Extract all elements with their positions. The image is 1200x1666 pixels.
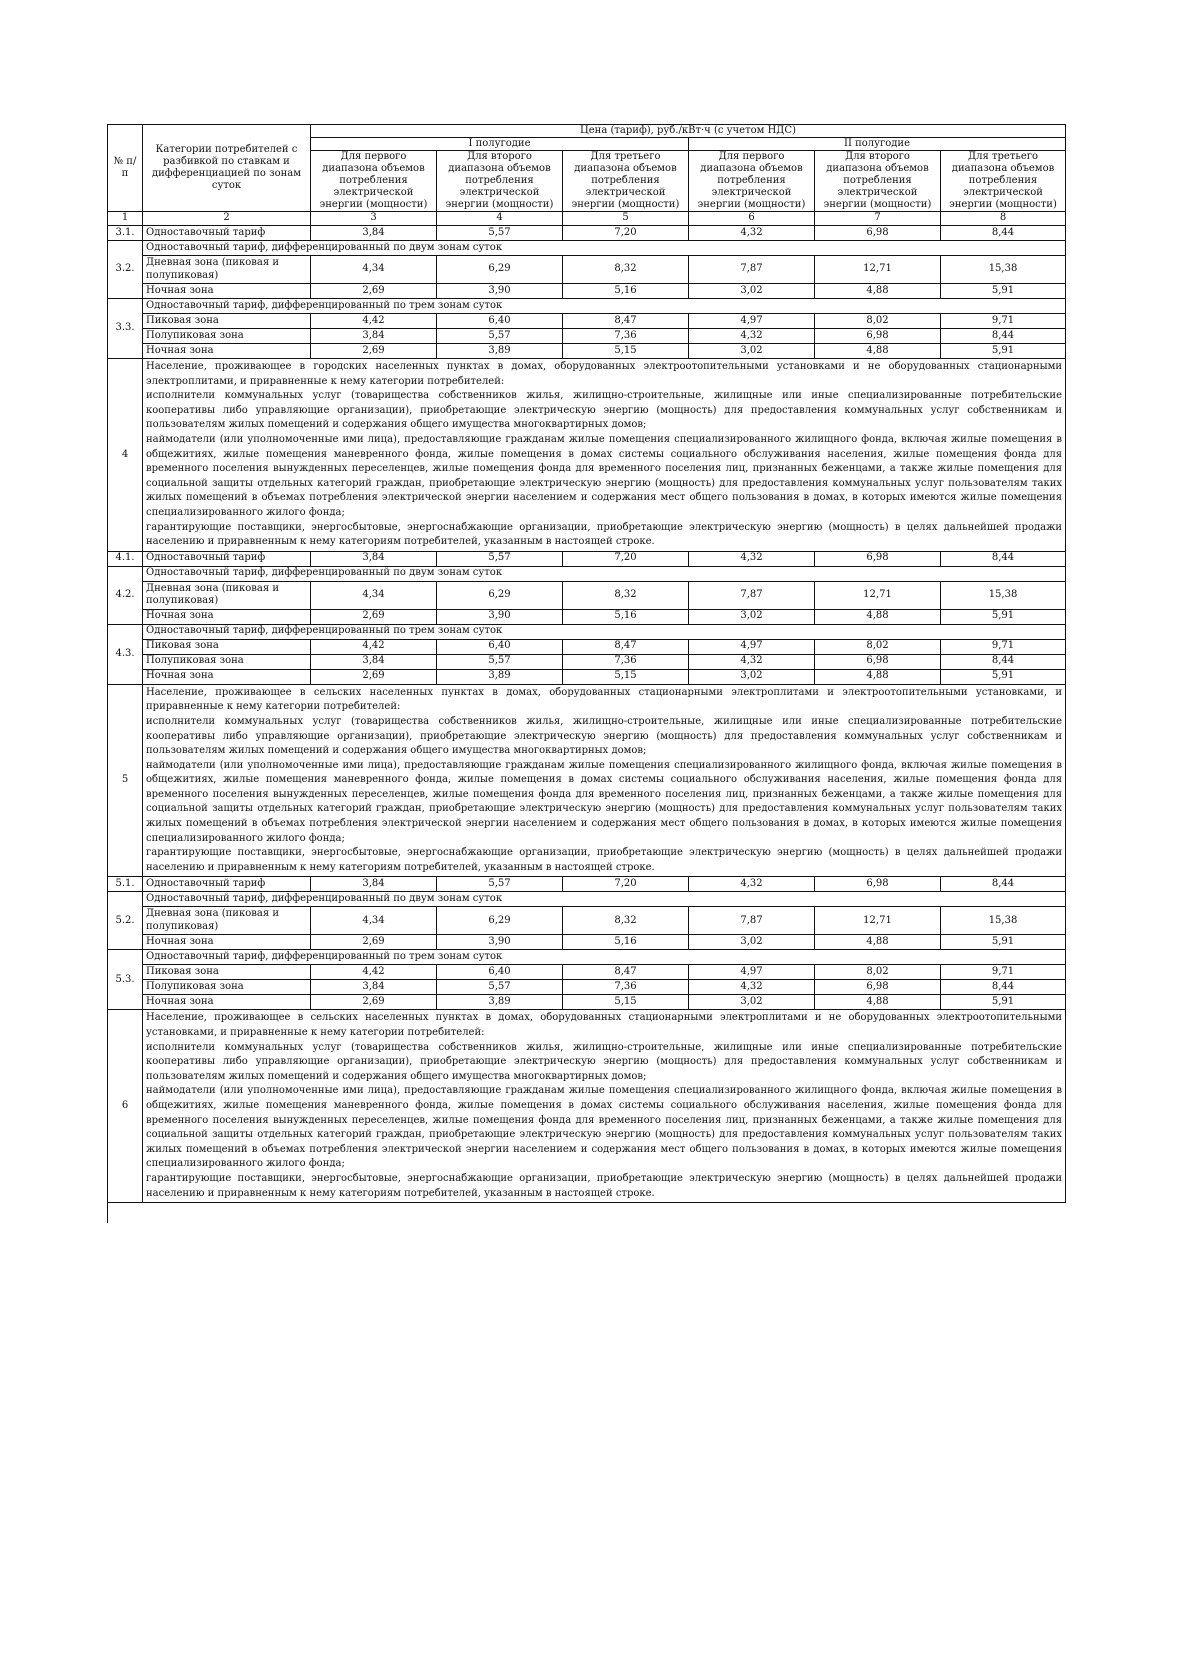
- price-cell: 4,88: [815, 284, 941, 299]
- description-paragraph: исполнители коммунальных услуг (товарищества собственников жилья, жилищно-строительные, жилищные или иные специализированные потребительские кооперативы либо управляющие организации), приобретающие электрическую энергию (мощность) для предоставления коммунальных услуг собственникам и пользователям жилых помещений и содержания общего имущества многоквартирных домов;: [146, 390, 1063, 431]
- column-index-row: [108, 212, 1066, 226]
- row-label: Одноставочный тариф: [143, 877, 311, 892]
- price-cell: 4,97: [689, 639, 815, 654]
- table-row: [108, 684, 1066, 877]
- price-cell: 6,40: [437, 965, 563, 980]
- header-range: Для третьего диапазона объемов потребления электрической энергии (мощности): [563, 151, 689, 212]
- price-cell: 2,69: [311, 669, 437, 684]
- description-paragraph: Население, проживающее в городских населенных пунктах в домах, оборудованных электроотопительными установками и не оборудованных стационарными электроплитами, и приравненные к нему категории потребителей:: [146, 361, 1063, 387]
- table-row: [108, 965, 1066, 980]
- price-cell: 7,87: [689, 256, 815, 284]
- header-half-1: I полугодие: [311, 138, 689, 151]
- price-cell: 5,16: [563, 284, 689, 299]
- table-row: [108, 344, 1066, 359]
- row-number: 4.3.: [108, 624, 143, 684]
- description-paragraph: гарантирующие поставщики, энергосбытовые, энергоснабжающие организации, приобретающие электрическую энергию (мощность) в целях дальнейшей продажи населению и приравненным к нему категориям потребителей, указанным в настоящей строке.: [146, 521, 1063, 548]
- header-half-2: II полугодие: [689, 138, 1066, 151]
- price-cell: 3,02: [689, 995, 815, 1010]
- price-cell: 4,88: [815, 669, 941, 684]
- price-cell: 3,89: [437, 344, 563, 359]
- price-cell: 15,38: [941, 581, 1066, 609]
- column-index: 4: [437, 212, 563, 226]
- price-cell: 5,57: [437, 980, 563, 995]
- price-cell: 5,57: [437, 329, 563, 344]
- description-paragraph: гарантирующие поставщики, энергосбытовые, энергоснабжающие организации, приобретающие электрическую энергию (мощность) в целях дальнейшей продажи населению и приравненным к нему категориям потребителей, указанным в настоящей строке.: [146, 1172, 1063, 1199]
- price-cell: 12,71: [815, 907, 941, 935]
- table-row: [108, 226, 1066, 241]
- price-cell: 5,15: [563, 669, 689, 684]
- table-row: [108, 892, 1066, 907]
- column-index: 7: [815, 212, 941, 226]
- header-range: Для второго диапазона объемов потребления электрической энергии (мощности): [815, 151, 941, 212]
- price-cell: 3,02: [689, 344, 815, 359]
- price-cell: 8,44: [941, 877, 1066, 892]
- table-row: [108, 639, 1066, 654]
- price-cell: 6,29: [437, 256, 563, 284]
- price-cell: 8,44: [941, 226, 1066, 241]
- price-cell: 2,69: [311, 995, 437, 1010]
- price-cell: 2,69: [311, 609, 437, 624]
- row-number: 4.1.: [108, 551, 143, 566]
- consumer-category-description: [143, 359, 1066, 552]
- price-cell: 4,34: [311, 581, 437, 609]
- price-cell: 7,36: [563, 329, 689, 344]
- price-cell: 4,97: [689, 314, 815, 329]
- price-cell: 3,90: [437, 935, 563, 950]
- price-cell: 9,71: [941, 965, 1066, 980]
- header-range: Для первого диапазона объемов потребления электрической энергии (мощности): [311, 151, 437, 212]
- column-index: 1: [108, 212, 143, 226]
- price-cell: 4,42: [311, 965, 437, 980]
- price-cell: 8,44: [941, 980, 1066, 995]
- description-paragraph: исполнители коммунальных услуг (товарищества собственников жилья, жилищно-строительные, жилищные или иные специализированные потребительские кооперативы либо управляющие организации), приобретающие электрическую энергию (мощность) для предоставления коммунальных услуг собственникам и пользователям жилых помещений и содержания общего имущества многоквартирных домов;: [146, 1041, 1063, 1082]
- price-cell: 6,98: [815, 226, 941, 241]
- description-paragraph: Население, проживающее в сельских населенных пунктах в домах, оборудованных стационарными электроплитами и не оборудованных электроотопительными установками, и приравненные к нему категории потребителей:: [146, 1012, 1063, 1039]
- price-cell: 6,98: [815, 877, 941, 892]
- price-cell: 6,98: [815, 551, 941, 566]
- price-cell: 9,71: [941, 639, 1066, 654]
- price-cell: 8,47: [563, 965, 689, 980]
- price-cell: 8,47: [563, 314, 689, 329]
- row-label: Ночная зона: [143, 344, 311, 359]
- price-cell: 2,69: [311, 935, 437, 950]
- table-row: [108, 256, 1066, 284]
- price-cell: 3,02: [689, 935, 815, 950]
- description-paragraph: гарантирующие поставщики, энергосбытовые, энергоснабжающие организации, приобретающие электрическую энергию (мощность) в целях дальнейшей продажи населению и приравненным к нему категориям потребителей, указанным в настоящей строке.: [146, 847, 1063, 873]
- price-cell: 6,98: [815, 980, 941, 995]
- price-cell: 3,84: [311, 551, 437, 566]
- price-cell: 8,32: [563, 256, 689, 284]
- row-number: 5.3.: [108, 950, 143, 1010]
- table-row: [108, 877, 1066, 892]
- price-cell: 8,47: [563, 639, 689, 654]
- header-range: Для первого диапазона объемов потребления электрической энергии (мощности): [689, 151, 815, 212]
- row-number: 3.1.: [108, 226, 143, 241]
- price-cell: 5,15: [563, 344, 689, 359]
- header-range: Для второго диапазона объемов потребления электрической энергии (мощности): [437, 151, 563, 212]
- row-label: Пиковая зона: [143, 639, 311, 654]
- table-row: [108, 284, 1066, 299]
- row-label: Ночная зона: [143, 935, 311, 950]
- price-cell: 3,90: [437, 609, 563, 624]
- price-cell: 12,71: [815, 256, 941, 284]
- price-cell: 7,20: [563, 226, 689, 241]
- section-subtitle: Одноставочный тариф, дифференцированный по двум зонам суток: [143, 892, 1066, 907]
- price-cell: 6,29: [437, 907, 563, 935]
- column-index: 5: [563, 212, 689, 226]
- price-cell: 5,15: [563, 995, 689, 1010]
- table-row: [108, 581, 1066, 609]
- row-number: 5.2.: [108, 892, 143, 950]
- price-cell: 8,44: [941, 551, 1066, 566]
- row-number: 3.3.: [108, 299, 143, 359]
- section-subtitle: Одноставочный тариф, дифференцированный по трем зонам суток: [143, 299, 1066, 314]
- table-row: [108, 1010, 1066, 1203]
- price-cell: 7,87: [689, 907, 815, 935]
- price-cell: 4,88: [815, 995, 941, 1010]
- row-label: Одноставочный тариф: [143, 226, 311, 241]
- price-cell: 3,89: [437, 669, 563, 684]
- price-cell: 7,87: [689, 581, 815, 609]
- price-cell: 5,91: [941, 995, 1066, 1010]
- row-label: Пиковая зона: [143, 314, 311, 329]
- price-cell: 3,02: [689, 669, 815, 684]
- description-paragraph: исполнители коммунальных услуг (товарищества собственников жилья, жилищно-строительные, жилищные или иные специализированные потребительские кооперативы либо управляющие организации), приобретающие электрическую энергию (мощность) для предоставления коммунальных услуг собственникам и пользователям жилых помещений и содержания общего имущества многоквартирных домов;: [146, 715, 1063, 757]
- price-cell: 3,84: [311, 980, 437, 995]
- price-cell: 7,36: [563, 980, 689, 995]
- table-row: [108, 980, 1066, 995]
- description-paragraph: наймодатели (или уполномоченные ими лица), предоставляющие гражданам жилые помещения специализированного жилищного фонда, включая жилые помещения в общежитиях, жилые помещения маневренного фонда, жилые помещения в домах системы социального обслуживания населения, жилые помещения фонда для временного поселения вынужденных переселенцев, жилые помещения фонда для временного поселения лиц, признанных беженцами, а также жилые помещения для социальной защиты отдельных категорий граждан, приобретающие электрическую энергию (мощность) для предоставления коммунальных услуг пользователям таких жилых помещений в объемах потребления электрической энергии населением и содержания мест общего пользования в домах, в которых имеются жилые помещения специализированного жилого фонда;: [146, 759, 1063, 844]
- price-cell: 6,40: [437, 314, 563, 329]
- section-subtitle: Одноставочный тариф, дифференцированный по трем зонам суток: [143, 950, 1066, 965]
- column-index: 2: [143, 212, 311, 226]
- price-cell: 5,57: [437, 654, 563, 669]
- price-cell: 5,91: [941, 344, 1066, 359]
- column-index: 6: [689, 212, 815, 226]
- row-number: 4.2.: [108, 566, 143, 624]
- header-price-title: Цена (тариф), руб./кВт·ч (с учетом НДС): [311, 125, 1066, 138]
- table-row: [108, 669, 1066, 684]
- price-cell: 15,38: [941, 907, 1066, 935]
- price-cell: 4,34: [311, 256, 437, 284]
- price-cell: 5,57: [437, 226, 563, 241]
- price-cell: 7,36: [563, 654, 689, 669]
- price-cell: 12,71: [815, 581, 941, 609]
- price-cell: 4,88: [815, 935, 941, 950]
- price-cell: 5,91: [941, 284, 1066, 299]
- row-label: Ночная зона: [143, 609, 311, 624]
- row-label: Полупиковая зона: [143, 329, 311, 344]
- price-cell: 3,84: [311, 226, 437, 241]
- price-cell: 4,32: [689, 877, 815, 892]
- row-label: Полупиковая зона: [143, 654, 311, 669]
- price-cell: 8,44: [941, 329, 1066, 344]
- description-paragraph: наймодатели (или уполномоченные ими лица), предоставляющие гражданам жилые помещения специализированного жилищного фонда, включая жилые помещения в общежитиях, жилые помещения маневренного фонда, жилые помещения в домах системы социального обслуживания населения, жилые помещения фонда для временного поселения вынужденных переселенцев, жилые помещения фонда для временного поселения лиц, признанных беженцами, а также жилые помещения для социальной защиты отдельных категорий граждан, приобретающие электрическую энергию (мощность) для предоставления коммунальных услуг пользователям таких жилых помещений в объемах потребления электрической энергии населением и содержания мест общего пользования в домах, в которых имеются жилые помещения специализированного жилого фонда;: [146, 1085, 1063, 1170]
- price-cell: 8,32: [563, 907, 689, 935]
- description-paragraph: наймодатели (или уполномоченные ими лица), предоставляющие гражданам жилые помещения специализированного жилищного фонда, включая жилые помещения в общежитиях, жилые помещения маневренного фонда, жилые помещения в домах системы социального обслуживания населения, жилые помещения фонда для временного поселения вынужденных переселенцев, жилые помещения фонда для временного поселения лиц, признанных беженцами, а также жилые помещения для социальной защиты отдельных категорий граждан, приобретающие электрическую энергию (мощность) для предоставления коммунальных услуг пользователям таких жилых помещений в объемах потребления электрической энергии населением и содержания мест общего пользования в домах, в которых имеются жилые помещения специализированного жилого фонда;: [146, 433, 1063, 518]
- row-label: Дневная зона (пиковая и полупиковая): [143, 581, 311, 609]
- price-cell: 2,69: [311, 344, 437, 359]
- table-row: [108, 609, 1066, 624]
- price-cell: 3,84: [311, 877, 437, 892]
- table-row: [108, 551, 1066, 566]
- header-category: Категории потребителей с разбивкой по ставкам и дифференциацией по зонам суток: [143, 125, 311, 212]
- row-number: 6: [108, 1010, 143, 1203]
- price-cell: 6,98: [815, 329, 941, 344]
- price-cell: 2,69: [311, 284, 437, 299]
- price-cell: 5,57: [437, 551, 563, 566]
- price-cell: 3,90: [437, 284, 563, 299]
- consumer-category-description: [143, 1010, 1066, 1203]
- table-continuation-line: [107, 1203, 108, 1223]
- row-number: 5.1.: [108, 877, 143, 892]
- price-cell: 3,89: [437, 995, 563, 1010]
- price-cell: 8,02: [815, 639, 941, 654]
- row-label: Пиковая зона: [143, 965, 311, 980]
- price-cell: 3,84: [311, 329, 437, 344]
- tariff-table-container: [107, 124, 1065, 1203]
- row-label: Дневная зона (пиковая и полупиковая): [143, 256, 311, 284]
- price-cell: 8,32: [563, 581, 689, 609]
- price-cell: 4,97: [689, 965, 815, 980]
- section-subtitle: Одноставочный тариф, дифференцированный по двум зонам суток: [143, 241, 1066, 256]
- row-label: Ночная зона: [143, 669, 311, 684]
- price-cell: 4,42: [311, 639, 437, 654]
- price-cell: 6,29: [437, 581, 563, 609]
- row-label: Ночная зона: [143, 995, 311, 1010]
- table-row: [108, 950, 1066, 965]
- price-cell: 3,02: [689, 609, 815, 624]
- row-number: 5: [108, 684, 143, 877]
- table-row: [108, 566, 1066, 581]
- price-cell: 4,88: [815, 344, 941, 359]
- price-cell: 5,16: [563, 935, 689, 950]
- price-cell: 4,32: [689, 654, 815, 669]
- price-cell: 5,57: [437, 877, 563, 892]
- price-cell: 4,42: [311, 314, 437, 329]
- price-cell: 4,88: [815, 609, 941, 624]
- price-cell: 15,38: [941, 256, 1066, 284]
- price-cell: 7,20: [563, 551, 689, 566]
- table-row: [108, 241, 1066, 256]
- table-row: [108, 359, 1066, 552]
- table-row: [108, 907, 1066, 935]
- row-number: 4: [108, 359, 143, 552]
- price-cell: 4,34: [311, 907, 437, 935]
- price-cell: 8,02: [815, 965, 941, 980]
- row-label: Полупиковая зона: [143, 980, 311, 995]
- row-number: 3.2.: [108, 241, 143, 299]
- price-cell: 7,20: [563, 877, 689, 892]
- section-subtitle: Одноставочный тариф, дифференцированный по двум зонам суток: [143, 566, 1066, 581]
- price-cell: 9,71: [941, 314, 1066, 329]
- price-cell: 8,44: [941, 654, 1066, 669]
- description-paragraph: Население, проживающее в сельских населенных пунктах в домах, оборудованных стационарными электроплитами и электроотопительными установками, и приравненные к нему категории потребителей:: [146, 686, 1063, 713]
- table-row: [108, 995, 1066, 1010]
- section-subtitle: Одноставочный тариф, дифференцированный по трем зонам суток: [143, 624, 1066, 639]
- column-index: 8: [941, 212, 1066, 226]
- column-index: 3: [311, 212, 437, 226]
- table-row: [108, 329, 1066, 344]
- row-label: Ночная зона: [143, 284, 311, 299]
- tariff-table: [107, 124, 1066, 1203]
- price-cell: 4,32: [689, 551, 815, 566]
- table-row: [108, 299, 1066, 314]
- price-cell: 6,40: [437, 639, 563, 654]
- table-row: [108, 314, 1066, 329]
- header-range: Для третьего диапазона объемов потребления электрической энергии (мощности): [941, 151, 1066, 212]
- row-label: Одноставочный тариф: [143, 551, 311, 566]
- price-cell: 3,84: [311, 654, 437, 669]
- table-row: [108, 935, 1066, 950]
- price-cell: 6,98: [815, 654, 941, 669]
- consumer-category-description: [143, 684, 1066, 877]
- price-cell: 4,32: [689, 329, 815, 344]
- price-cell: 5,91: [941, 669, 1066, 684]
- price-cell: 8,02: [815, 314, 941, 329]
- price-cell: 5,16: [563, 609, 689, 624]
- price-cell: 5,91: [941, 609, 1066, 624]
- header-number: № п/п: [108, 125, 143, 212]
- price-cell: 4,32: [689, 980, 815, 995]
- price-cell: 4,32: [689, 226, 815, 241]
- table-row: [108, 654, 1066, 669]
- price-cell: 3,02: [689, 284, 815, 299]
- row-label: Дневная зона (пиковая и полупиковая): [143, 907, 311, 935]
- price-cell: 5,91: [941, 935, 1066, 950]
- table-row: [108, 624, 1066, 639]
